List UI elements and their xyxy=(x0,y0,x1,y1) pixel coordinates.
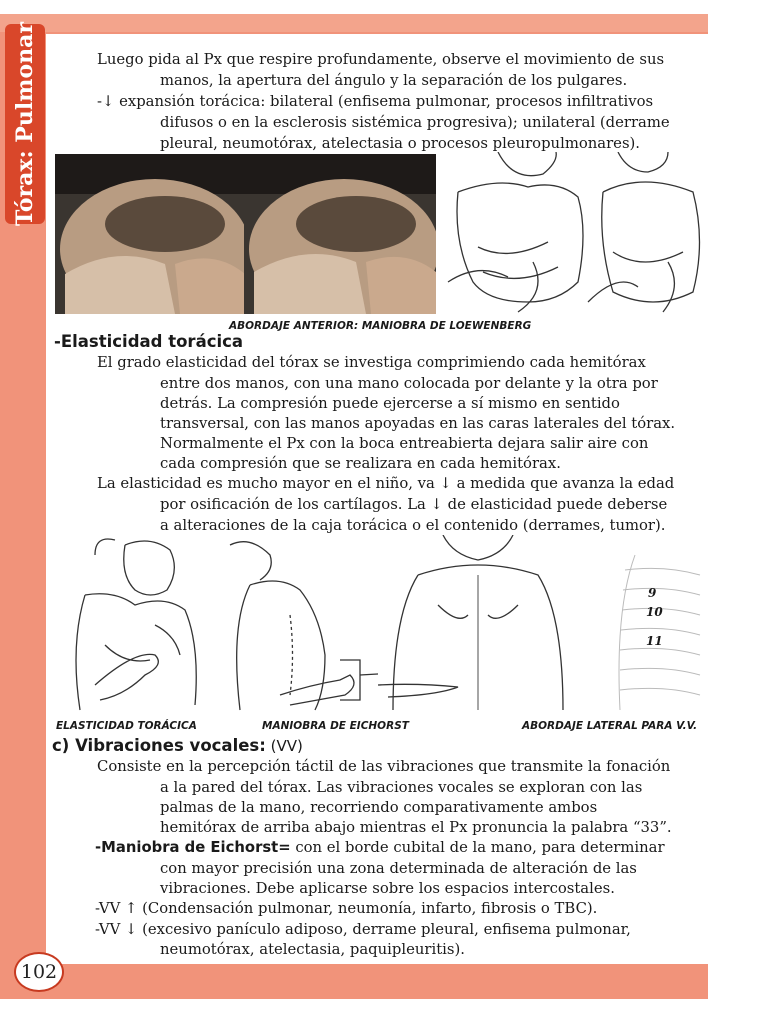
sketch-loewenberg xyxy=(438,152,706,314)
elasticity-title: -Elasticidad torácica xyxy=(54,332,244,351)
figure2-caption-left: ELASTICIDAD TORÁCICA xyxy=(56,720,197,732)
elasticity-p2-line-2: por osificación de los cartílagos. La ↓ de elasticidad puede deberse xyxy=(160,496,668,513)
sketch-eichorst xyxy=(220,535,395,715)
vv-increased: -VV ↑ (Condensación pulmonar, neumonía, infarto, fibrosis o TBC). xyxy=(95,900,598,917)
eichorst-definition: con el borde cubital de la mano, para determinar xyxy=(290,839,665,856)
sketch-lateral-approach xyxy=(378,535,578,715)
intro-line-4: difusos o en la esclerosis sistémica progresiva); unilateral (derrame xyxy=(160,114,670,131)
vibrations-title xyxy=(52,736,303,757)
elasticity-p1-line-4: transversal, con las manos apoyadas en las caras laterales del tórax. xyxy=(160,415,676,432)
elasticity-p2-line-3: a alteraciones de la caja torácica o el contenido (derrames, tumor). xyxy=(160,517,666,534)
figure1-caption: ABORDAJE ANTERIOR: MANIOBRA DE LOEWENBERG xyxy=(229,320,532,332)
page-number: 102 xyxy=(14,952,64,992)
elasticity-p1-line-2: entre dos manos, con una mano colocada por delante y la otra por xyxy=(160,375,658,392)
vibrations-p1-line-3: palmas de la mano, recorriendo comparativamente ambos xyxy=(160,799,598,816)
photo-loewenberg-2 xyxy=(244,154,436,314)
vibrations-p1-line-2: a la pared del tórax. Las vibraciones vocales se exploran con las xyxy=(160,779,643,796)
eichorst-line-2: con mayor precisión una zona determinada de alteración de las xyxy=(160,860,637,877)
elasticity-p1-line-3: detrás. La compresión puede ejercerse a sí mismo en sentido xyxy=(160,395,620,412)
vibrations-p1-line-4: hemitórax de arriba abajo mientras el Px pronuncia la palabra “33”. xyxy=(160,819,672,836)
section-side-tab xyxy=(5,24,45,224)
vibrations-p1-line-1: Consiste en la percepción táctil de las vibraciones que transmite la fonación xyxy=(97,758,671,775)
side-tab-label: Tórax: Pulmonar xyxy=(12,22,39,226)
eichorst-line-1 xyxy=(95,838,665,858)
vv-decreased-line-1: -VV ↓ (excesivo panículo adiposo, derrame pleural, enfisema pulmonar, xyxy=(95,921,631,938)
elasticity-p1-line-6: cada compresión que se realizara en cada hemitórax. xyxy=(160,455,561,472)
intro-line-3: -↓ expansión torácica: bilateral (enfisema pulmonar, procesos infiltrativos xyxy=(97,93,654,110)
elasticity-p2-line-1: La elasticidad es mucho mayor en el niño, va ↓ a medida que avanza la edad xyxy=(97,475,675,492)
vibrations-title-bold: c) Vibraciones vocales: xyxy=(52,736,266,755)
intro-line-2: manos, la apertura del ángulo y la separación de los pulgares. xyxy=(160,72,628,89)
page-top-band xyxy=(0,14,708,32)
figure2-caption-right: ABORDAJE LATERAL PARA V.V. xyxy=(522,720,698,732)
eichorst-term: -Maniobra de Eichorst= xyxy=(95,839,291,856)
vv-decreased-line-2: neumotórax, atelectasia, paquipleuritis). xyxy=(160,941,465,958)
rib-label-9: 9 xyxy=(648,586,657,600)
elasticity-p1-line-5: Normalmente el Px con la boca entreabierta dejara salir aire con xyxy=(160,435,649,452)
sketch-elasticity xyxy=(55,535,215,715)
photo-loewenberg-1 xyxy=(55,154,245,314)
vibrations-title-abbrev: (VV) xyxy=(265,737,303,755)
eichorst-line-3: vibraciones. Debe aplicarse sobre los espacios intercostales. xyxy=(160,880,615,897)
elasticity-p1-line-1: El grado elasticidad del tórax se investiga comprimiendo cada hemitórax xyxy=(97,354,646,371)
figure2-caption-middle: MANIOBRA DE EICHORST xyxy=(262,720,409,732)
intro-line-1: Luego pida al Px que respire profundamente, observe el movimiento de sus xyxy=(97,51,665,68)
rib-label-10: 10 xyxy=(646,605,663,619)
rib-label-11: 11 xyxy=(646,634,663,648)
intro-line-5: pleural, neumotórax, atelectasia o procesos pleuropulmonares). xyxy=(160,135,641,152)
